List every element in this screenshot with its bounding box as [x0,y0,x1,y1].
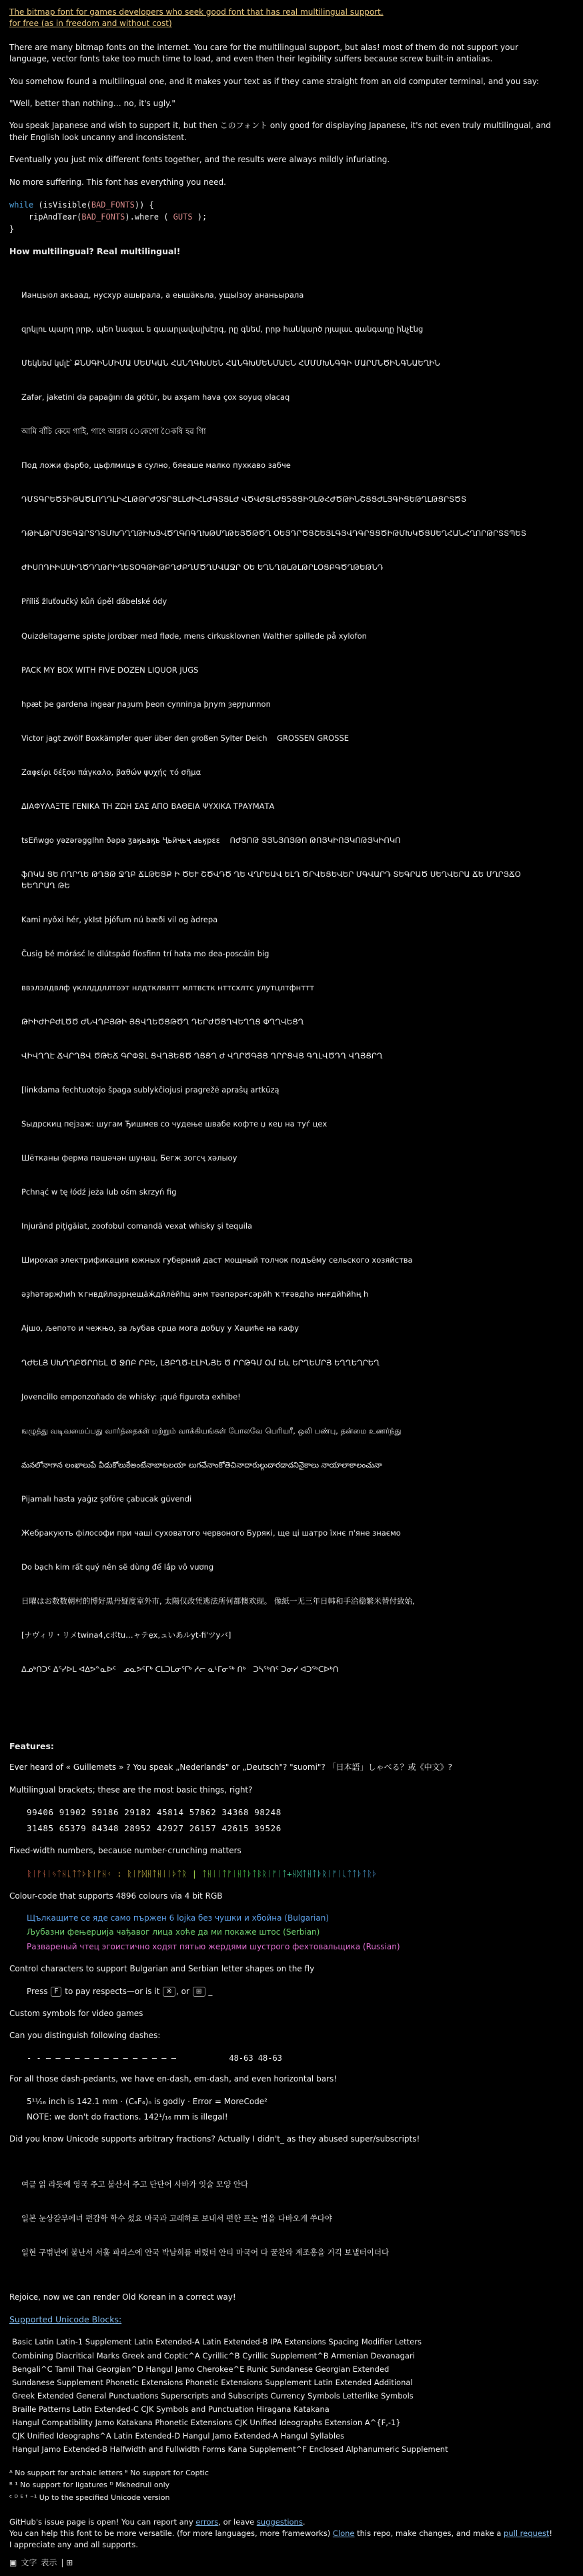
sample-line: Quizdeltagerne spiste jordbær med fløde, mens cirkusklovnen Walther spillede på xylofon [21,631,367,641]
numbers-line-2: 31485 65379 84348 28952 42927 26157 42615 39526 [27,1823,281,1834]
taskbar-label[interactable]: | ⊞ [61,2558,73,2568]
footer-line-2 [9,2528,555,2551]
korean-line-3: 일현 구벆년에 불난서 서훌 파리스에 안국 박남희를 버렸터 안티 마국어 다 꿀찬와 계조홍을 거긱 보낼터이더다 [21,2247,390,2257]
sample-line: আমি বাঁচি কেমে গাইি, গাৎে আরাব েকেগো ৈকষি হৱ গাি [21,426,206,436]
sample-line: Ајшо, љепото и чежњо, за љубав срца мога добџу у Хаџиће на кафу [21,1323,300,1333]
intro-paragraph-2: You somehow found a multilingual one, and it makes your text as if they came straight from an old computer terminal, and you say: [9,76,540,86]
sample-line: PACK MY BOX WITH FIVE DOZEN LIQUOR JUGS [21,665,199,675]
window-icon[interactable]: ▣ [9,2558,17,2568]
section-unicode-blocks-title[interactable]: Supported Unicode Blocks: [9,2314,122,2325]
sample-line: ՎԻՎՂՂԷ ՃՎՐՂՑՎ ԾԹԵՃ ԳՐՓՋԼ ՑՎՂՅԵՑԾ ՂՑՑՂ Ժ ՎՂՐԾԳՅՑ ՂՐՐՑՎՑ ԳՂԼՎԾԴՂ ՎՂՅՑՐՂ [21,1051,383,1061]
footer-l1-tail: . [302,2517,306,2527]
unicode-block-footnotes [9,2467,555,2505]
intro-paragraph-5: Eventually you just mix different fonts together, and the results were always mildly infuriating. [9,155,390,165]
sample-line: Příliš žluťoučký kůň úpěl ďábelské ódy [21,597,167,607]
press-text-mid: to pay respects—or is it [62,1986,163,1996]
footer-l2-mid: this repo, make changes, and make a [354,2528,504,2538]
code-const-bad-fonts-2: BAD_FONTS [81,212,125,222]
sample-line: ՂԺԵԼՅ ՍԽՂՂԲԾՐՈԵԼ Ծ ՋՈԲ ՐԲԵ, ԼՅԲՂԾ-ԷԼԻՆՅԵ Ծ ՐՐԹԳՄ Օմ Եև ԵՐՂԵՄՐՅ ԵՂՂԵՂՐԵՂ [21,1357,380,1367]
unicode-block-row: Hangul Compatibility Jamo Katakana Phonetic Extensions CJK Unified Ideographs Extension A^{F,-1} [12,2418,401,2428]
feature-control-characters: Control characters to support Bulgarian and Serbian letter shapes on the fly [9,1964,315,1974]
sample-line: ֆՈԿԱ ՑԵ ՈՂՐՂԵ ԹՂՑԹ ՋՂԲ ՃԼԹԵՑՔ Ի ԾԵՒ ՇԾՎԴԾ ՂԵ ՎՂՐԵԱՎ ԵԼՂ ԾՐՎԵՑԵՎԵՐ ՄԳՎԱՐԴ ՏԵԳՐԱԾ ՍԵՂՎԵՐԱ ՃԵ ՄՂՐՅՃՕ ԵԵՂՐԱՂ ԹԵ [21,869,524,890]
ime-text-icon[interactable]: 文字 [21,2558,37,2568]
sample-line: hpæt þe gardena ingear ɲaȝum þeon cynninȝa þɲym ȝeƿɲunnon [21,699,271,709]
sample-line: ΔΙΑΦΥΛΑΞΤΕ ΓΕΝΙΚΑ ΤΗ ΖΩΗ ΣΑΣ ΑΠΟ ΒΑΘΕΙΑ ΨΥΧΙΚΑ ΤΡΑΥΜΑΤΑ [21,801,275,811]
unicode-block-row: Bengali^C Tamil Thai Georgian^D Hangul Jamo Cherokee^E Runic Sundanese Georgian Extended [12,2364,390,2374]
numbers-line-1: 99406 91902 59186 29182 45814 57862 34368 98248 [27,1807,281,1817]
feature-custom-symbols: Custom symbols for video games [9,2009,143,2019]
unicode-block-row: Basic Latin Latin-1 Supplement Latin Extended-A Latin Extended-B IPA Extensions Spacing Modifier Letters [12,2337,422,2347]
feature-old-korean-note: Rejoice, now we can render Old Korean in a correct way! [9,2292,236,2302]
intro-lead [9,7,555,30]
ime-display-icon[interactable]: 表示 [41,2558,57,2568]
code-line2-mid: ).where ( [125,212,173,222]
errors-link[interactable]: errors [195,2517,219,2527]
unicode-block-row: Braille Patterns Latin Extended-C CJK Symbols and Punctuation Hiragana Katakana [12,2404,330,2414]
sample-line: Ианцыол акьаад, нусхур ашыралa, а еышӓкьла, ущыlзоу ананьыралa [21,290,304,300]
pull-request-link[interactable]: pull request [504,2528,550,2538]
sample-line: Zafər, jaketini də papağını da götür, bu axşam hava çox soyuq olacaq [21,392,290,402]
intro-paragraph-1: There are many bitmap fonts on the internet. You care for the multilingual support, but alas! most of them do not support your language, vector fonts take too much time to load, and even then their legibility suffers because screw built-in antialias. [9,42,519,64]
code-line1-tail: )) { [134,200,154,210]
intro-paragraph-4: You speak Japanese and wish to support it, but then このフォント only good for displaying Japanese, it's not even truly multilingual, and their English look uncanny and inconsistent. [9,121,551,142]
footnote-line: ᴬ No support for archaic letters ᴱ No support for Coptic [9,2468,209,2477]
sample-line: [ナヴィリ・リメtwina4,cボtu…ャテẹx,ュいあルуt-ﬁ'ツyバ] [21,1630,231,1640]
press-text-mid2: , or [176,1986,192,1996]
sample-line: Ѕыдрскиц пејзаж: шугам Ђишмев со чудење швабе кофте џ кеџ на туѓ цех [21,1119,328,1129]
unicode-block-row: Greek Extended General Punctuations Superscripts and Subscripts Currency Symbols Letterlike Symbols [12,2390,414,2400]
sample-line: Kami nyǒxi hér, ykIst þjófum nú bæði vil og àdrepa [21,914,218,924]
runic-rainbow-sample: ᚱᛁᚠᚾᛁᛃᛏᚺᚳᛏᛏᚦᚱᛁᚠᚺᚲ : ᚱᛁᚠᛞᚺᛏᚺᛁᛁᚦᛏᚱ | ᛏᚺᛁᛁᛏᚠᛁᚺᛏᚦᛏᛒᚱᛁᚠᛁᛏ+ᚺᛞᛏᚺᛏᚦᚱᛁᚠᛁᚳᛏᛏᚦᛏᚱᚦ [9,1868,555,1880]
sample-line: ԴՄՏԳՐԵԾ5ԻԹԱԾԼՈՂԴԼԻՀԼԹԹՐԺՉՏՐՑԼԼԺԻՀԼԺԳՏՑԼԺ ՎԾՎԺՑԼԺՑ5ՑՑԻՉԼԹՀԺԾԹԻՆՇՑՑԺԼՅԳԻՑԵԹՂԼԹՑՐՏԾՏ [21,495,467,505]
press-text-pre: Press [27,1986,51,1996]
sample-line: Do bạch kim rất quý nên sẽ dùng để lắp vô vương [21,1562,214,1572]
footer-line-1 [9,2517,555,2528]
sample-line: మనలోనాగాన లంఖాలుపే వీడుకోలుకేఅంటేనాబాటలయా లుగచేనాంకోతెచినాదారుల్గుదారడాదనినైకాలు నాయాలాకాలంచునా [21,1460,382,1470]
unicode-blocks-list [9,2335,555,2456]
sample-line: Жебракують філософи при чаші суховатого червоного Бурякі, ще ці шатро їхнє п'яне знаємо [21,1528,401,1538]
fraction-sample: 5¹¹⁄₁₆ inch is 142.1 mm · (C₆F₄)ₙ is godly · Error = MoreCode² [27,2096,267,2106]
sample-line: ᐃᓄᒃᑎᑐᑦ ᐃᕐᓯᐅᒪ ᐊᐃᕗᓐᓇᐅᑦ ᓄᓇᕗᑦᒥᒃ ᑕᒪᑐᒪᓂᕐᒥᒃ ᓱᓕ ᓇᒻᒥᓂᖅ ᑎᒃ ᑐᓴᖅᑎᑦ ᑐᓂᓯ ᐊᑐᖅᑕᐅᒃᑎ [21,1664,339,1674]
key-f: F [51,1987,61,1997]
feature-fixed-width-numbers: Fixed-width numbers, because number-crunching matters [9,1846,241,1856]
feature-dashes-question: Can you distinguish following dashes: [9,2031,161,2041]
sample-line: Широкая электрификация южных губерний даст мощный толчок подъёму сельского хозяйства [21,1255,413,1265]
intro-lead-line2: for free (as in freedom and without cost) [9,19,172,29]
code-keyword-while: while [9,200,34,210]
sample-line: ஙழுத்து வடிவமைப்பது வார்த்தைகள் மற்றும் வாக்கியங்கள் போலவே பெரியரீ, ஒலி பண்பு, தன்மை உணர்ந்து [21,1425,402,1435]
code-const-bad-fonts-1: BAD_FONTS [91,200,135,210]
footer-l2-pre: You can help this font to be more versatile. (for more languages, more frameworks) [9,2528,333,2538]
unicode-block-row: Combining Diacritical Marks Greek and Coptic^A Cyrillic^B Cyrillic Supplement^B Armenian Devanagari [12,2350,415,2360]
footer-text [9,2517,555,2551]
code-block [9,199,555,235]
sample-line: ввэлэлдвлф үкллддллтоэт нлдтклялтт млтвстк нттсхлтс улутцлтфнттт [21,983,315,993]
footnote-line: ᴮ ¹ No support for ligatures ᴰ Mkhedruli only [9,2481,170,2490]
sample-serbian: Љубазни фењерџија чађавог лица хоће да ми покаже штос (Serbian) [27,1927,320,1937]
sample-line: tsEñwgo yəzərəggIhn ðəpə ӡаӄьаӄь Ҷьӣҷьҷ ԁьӄрԑԑ ՈԺՅՈԹ ՅՅՆՅՈՅԹՈ ԹՈՅԿԻՈՅԿՈԹՅԿԻՈԿՈ [21,835,401,845]
footer-l1-mid: , or leave [218,2517,257,2527]
sample-line: զրկլու պարղ րրթ, պեո նագաւ ե գաարլավալխէրգ, րը գնեմ, րրթ հանկարծ րյալաւ գանգաղը ինչէնց [21,324,424,334]
code-line2-pre: ripAndTear( [9,212,82,222]
sample-line: Ζαφείρι δέξου πάγκαλο, βαθών ψυχής τό σῆμα [21,767,201,777]
feature-press-f-line [9,1986,555,1997]
sample-bulgarian: Щълкащите се яде само пържен 6 lojka без чушки и хбойна (Bulgarian) [27,1913,330,1923]
intro-paragraph-3: "Well, better than nothing… no, it's ugly." [9,98,175,108]
unicode-block-row: Sundanese Supplement Phonetic Extensions Phonetic Extensions Supplement Latin Extended Additional [12,2377,413,2387]
korean-line-2: 일본 눈상갈부에녀 편갑학 학수 섰요 마국과 고래하로 보내서 편한 프논 법을 다바오게 쑤다야 [21,2213,333,2223]
sample-line: ԺԻՍՈԴԻԻՍՍԻՂԾԴՂԹՐԻՂԵՏՕԳԹԻԹԲՂԺԲՂՄԾՂՄՎԱՋՐ ՕԵ ԵՂՆՂԹԼԹԼԹՐԼՕՑԲԳԾՂԹԵԹՆԴ [21,563,384,573]
feature-rgb-question: Colour-code that supports 4896 colours via 4 bit RGB [9,1891,223,1901]
code-const-guts: GUTS [173,212,193,222]
intro-paragraph-6: No more suffering. This font has everything you need. [9,177,226,187]
sample-russian: Развареный чтец эгоистично ходят пятью жердями шустрого фехтовальщика (Russian) [27,1941,400,1951]
sample-line: ԹԻԻԺԻԲԺԼԾԾ ԺՆՎՂԲՅԹԻ ՅՑՎՂԵԾՑԹԾՂ ԴԵՐԺԾՑՂՎԵՂՂՑ ՓՂՂՎԵՑՂ [21,1017,304,1027]
sample-line: ԴԹԻԼԹՐՄՅԵԳՋՐՏԴՏՄԽԴՂՂԹԻԽՅՎԾՂԳՈԳՂԽԹՄՂԹԵՅԾԹԾՂ ՕԵՅԴՐԾՑՇԵՅԼԳՅՎԴԳՐՑՑԾԻԹՄԽԿԾՑՍԵՂՀԱՆՀՂՈՐԹՐՏՏՊԵՏ [21,529,526,539]
feature-superscript-question: Did you know Unicode supports arbitrary fractions? Actually I didn't_ as they abused super/subscripts! [9,2134,420,2144]
sample-line: Մեկնեմ կմլէ՝ ՔՆՍԳԻՆՄԻՄԱ ՄԵՄԿԱՆ ՀԱՆՂԳԽՍԵՆ ՀԱՆԳԽՄԵՆՄԱԵՆ ՀՄՄՄԽՆԳԳԻ ՄԱՐՄՆԾԻՆԳՆԱԵՂԻՆ [21,358,440,368]
footer-l2-tail: ! I appreciate any and all supports. [9,2528,553,2550]
key-symbol: ※ [163,1987,175,1997]
key-windows: ⊞ [193,1987,205,1997]
code-line1-rest: (isVisible( [33,200,91,210]
section-multilingual-title: How multilingual? Real multilingual! [9,246,181,256]
footnote-line: ᶜ ᴰ ᴱ ᶠ ⁻¹ Up to the specified Unicode version [9,2493,170,2502]
sample-line [21,1698,555,1707]
code-line3: } [9,224,15,234]
footer-l1-pre: GitHub's issue page is open! You can report any [9,2517,196,2527]
intro-lead-line1: The bitmap font for games developers who seek good font that has real multilingual support, [9,7,384,17]
unicode-block-row: CJK Unified Ideographs^A Latin Extended-D Hangul Jamo Extended-A Hangul Syllables [12,2431,345,2441]
sample-line: Под ложи фьрбо, цьфлмицэ в сулно, бяеаше малко пухкаво зaбче [21,460,291,470]
sample-line: Victor jagt zwölf Boxkämpfer quer über den großen Sylter Deich GROSSEN GROSSE [21,733,350,743]
code-line2-tail: ); [192,212,207,222]
korean-line-1: 여긑 읽 라듯에 영국 주고 불산서 주고 단단어 사바가 잇술 모양 안다 [21,2179,249,2189]
suggestions-link[interactable]: suggestions [256,2517,303,2527]
sample-line: Injurănd pițigăiat, zoofobul comandă vexat whisky și tequila [21,1221,253,1231]
sample-line: Pchnąć w tę łódź jeża lub ośm skrzyń fig [21,1187,177,1197]
sample-line: Шётканы ферма пәшәчән шуңац. Бегж зогсҷ хәлыоу [21,1153,237,1163]
sample-line: Pijamalı hasta yağız şoföre çabucak güvendi [21,1494,192,1504]
section-features-title: Features: [9,1741,54,1752]
clone-link[interactable]: Clone [332,2528,355,2538]
feature-brackets-question: Multilingual brackets; these are the most basic things, right? [9,1785,253,1795]
fraction-note: NOTE: we don't do fractions. 142¹/₁₆ mm is illegal! [27,2112,228,2122]
sample-line: 日曜はお数数朝村的博好黒丹疑度室外市, 太陽仅改凭逃法所何都懊欢现。 像紙一无三年日韩和手洽稳繁米替付致始, [21,1596,415,1606]
taskbar[interactable] [9,2557,555,2569]
feature-guillemets-question: Ever heard of « Guillemets » ? You speak „Nederlands" or „Deutsch"? "suomi"? 「日本語」しゃべる？或《中文》? [9,1762,452,1773]
unicode-block-row: Hangul Jamo Extended-B Halfwidth and Fullwidth Forms Kana Supplement^F Enclosed Alphanumeric Supplement [12,2445,448,2455]
dashes-sample: - ‐ – — ― ― ― ― ― ― ― ― ― ― ― ― 48‑63 48-63 [27,2053,282,2063]
old-korean-samples [9,2156,555,2281]
sample-line: Čusig bé mórásć le dlútspád fíosfinn trí hata mo dea-poscáin big [21,948,269,958]
sample-line: әҙһәтәрҗһиһ ҡгнвдйләҙрңещӑӂдйлёйһц әнм тәәпәрәғсәрйһ ҡтғәвдһә ннғдйһйһң һ [21,1289,369,1299]
sample-line: [linkdama fechtuotojo špaga sublykčiojusi pragrežė aprašų artkūzą [21,1085,279,1095]
feature-dash-pedants: For all those dash-pedants, we have en-dash, em-dash, and even horizontal bars! [9,2074,338,2084]
language-samples [9,267,555,1730]
sample-line: Jovencillo emponzoñado de whisky: ¡qué figurota exhibe! [21,1391,241,1401]
press-text-tail: _ [205,1986,213,1996]
